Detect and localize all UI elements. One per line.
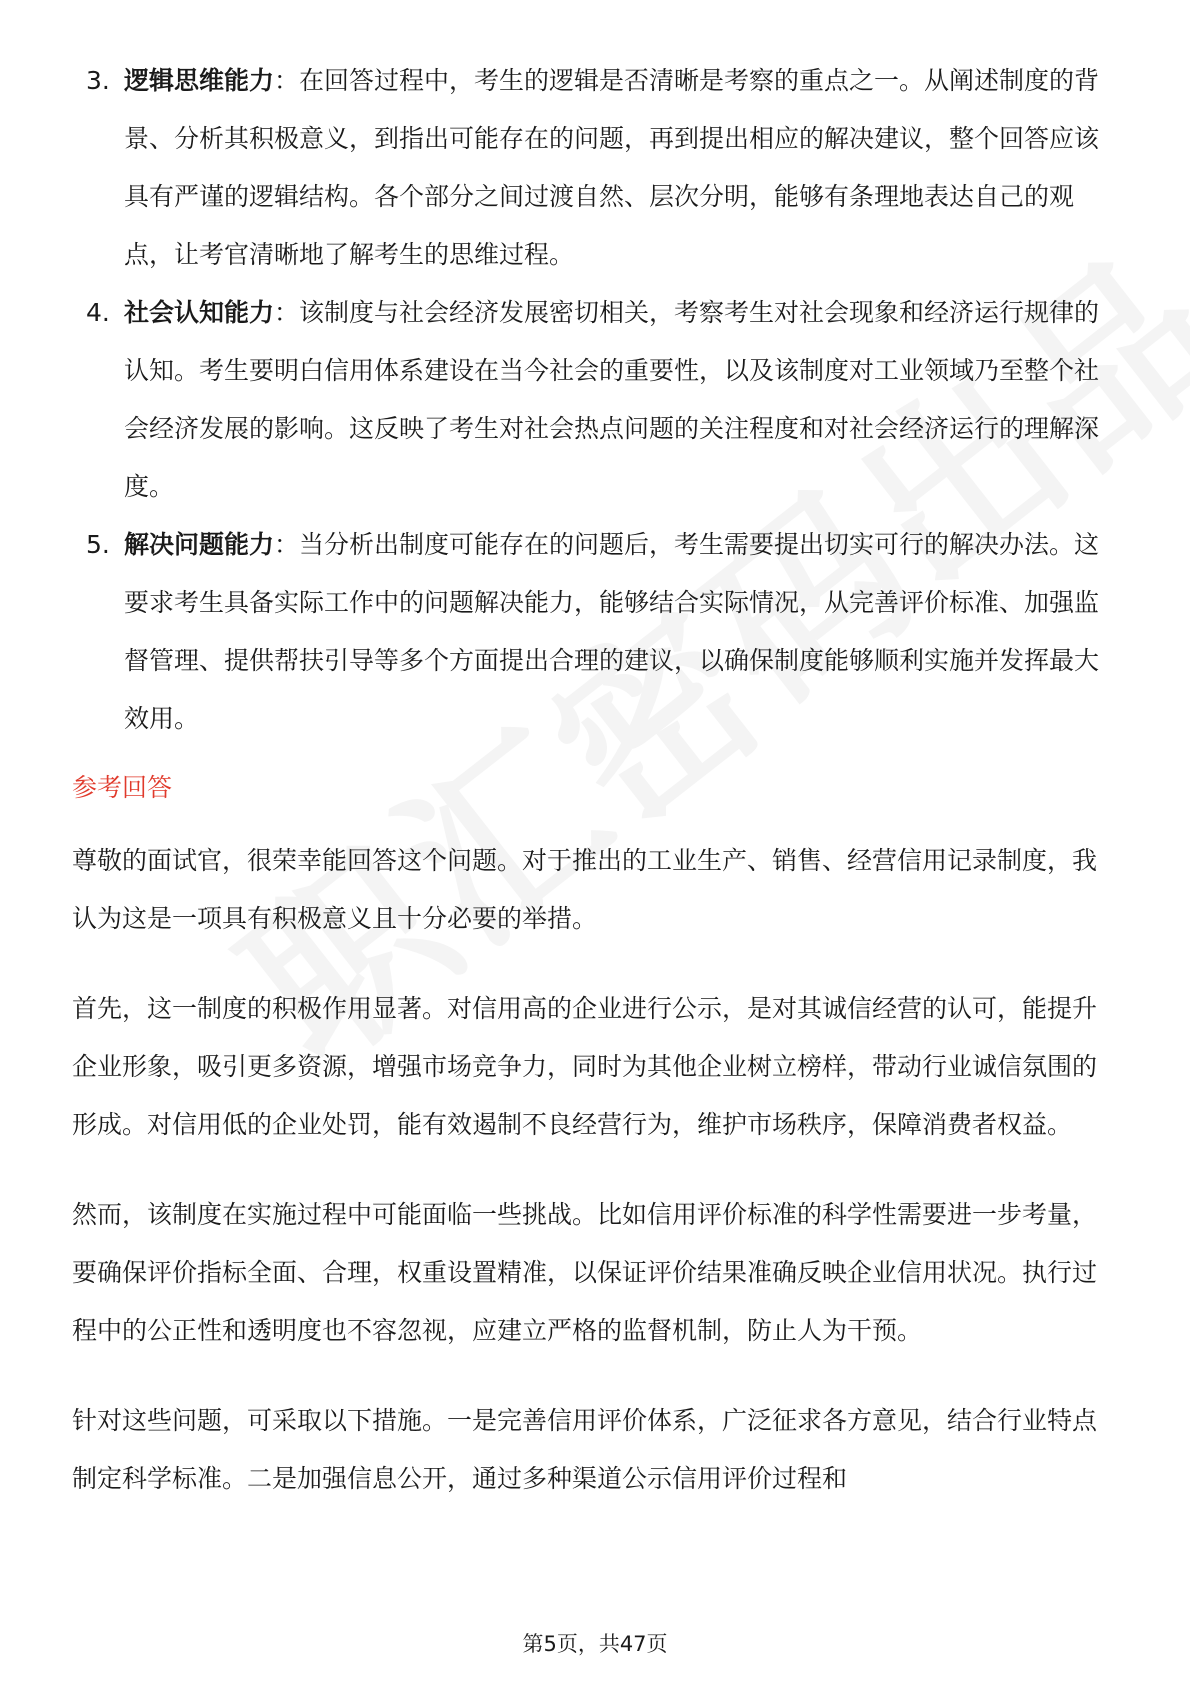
item-number: 3. xyxy=(86,66,110,95)
section-title: 参考回答 xyxy=(72,773,173,802)
item-term: 逻辑思维能力 xyxy=(124,66,275,95)
list-item xyxy=(72,284,1120,516)
ability-list xyxy=(72,52,1120,748)
item-number: 5. xyxy=(86,530,110,559)
answer-paragraph: 首先，这一制度的积极作用显著。对信用高的企业进行公示，是对其诚信经营的认可，能提升企业形象，吸引更多资源，增强市场竞争力，同时为其他企业树立榜样，带动行业诚信氛围的形成。对信用低的企业处罚，能有效遏制不良经营行为，维护市场秩序，保障消费者权益。 xyxy=(72,994,1098,1139)
reference-answer xyxy=(72,832,1120,1540)
answer-paragraph: 然而，该制度在实施过程中可能面临一些挑战。比如信用评价标准的科学性需要进一步考量，要确保评价指标全面、合理，权重设置精准，以保证评价结果准确反映企业信用状况。执行过程中的公正性和透明度也不容忽视，应建立严格的监督机制，防止人为干预。 xyxy=(72,1200,1098,1345)
item-text: ：当分析出制度可能存在的问题后，考生需要提出切实可行的解决办法。这要求考生具备实际工作中的问题解决能力，能够结合实际情况，从完善评价标准、加强监督管理、提供帮扶引导等多个方面提出合理的建议，以确保制度能够顺利实施并发挥最大效用。 xyxy=(124,530,1100,733)
answer-paragraph: 尊敬的面试官，很荣幸能回答这个问题。对于推出的工业生产、销售、经营信用记录制度，我认为这是一项具有积极意义且十分必要的举措。 xyxy=(72,846,1098,933)
item-text: ：该制度与社会经济发展密切相关，考察考生对社会现象和经济运行规律的认知。考生要明白信用体系建设在当今社会的重要性，以及该制度对工业领域乃至整个社会经济发展的影响。这反映了考生对社会热点问题的关注程度和对社会经济运行的理解深度。 xyxy=(124,298,1100,501)
item-term: 解决问题能力 xyxy=(124,530,275,559)
item-term: 社会认知能力 xyxy=(124,298,275,327)
item-text: ：在回答过程中，考生的逻辑是否清晰是考察的重点之一。从阐述制度的背景、分析其积极意义，到指出可能存在的问题，再到提出相应的解决建议，整个回答应该具有严谨的逻辑结构。各个部分之间过渡自然、层次分明，能够有条理地表达自己的观点，让考官清晰地了解考生的思维过程。 xyxy=(124,66,1100,269)
item-number: 4. xyxy=(86,298,110,327)
page-footer: 第5页，共47页 xyxy=(522,1632,668,1656)
answer-paragraph: 针对这些问题，可采取以下措施。一是完善信用评价体系，广泛征求各方意见，结合行业特点制定科学标准。二是加强信息公开，通过多种渠道公示信用评价过程和 xyxy=(72,1406,1098,1493)
list-item xyxy=(72,52,1120,284)
list-item xyxy=(72,516,1120,748)
